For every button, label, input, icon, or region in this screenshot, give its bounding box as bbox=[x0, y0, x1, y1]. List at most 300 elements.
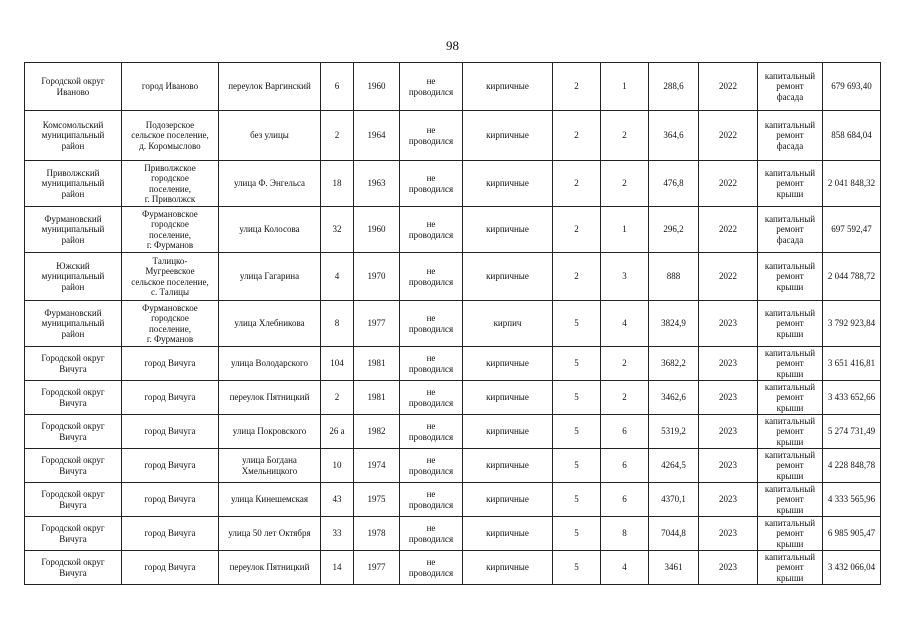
street-cell-text: переулок Пятницкий bbox=[229, 392, 310, 403]
build-year-cell bbox=[354, 63, 400, 111]
district-cell bbox=[25, 301, 122, 347]
street-cell-text: улица Богдана Хмельницкого bbox=[241, 455, 298, 476]
area-cell bbox=[649, 415, 699, 449]
street-cell bbox=[219, 483, 321, 517]
build-year-cell bbox=[354, 415, 400, 449]
plan-year-cell-text: 2023 bbox=[719, 528, 737, 539]
work-type-cell-text: капитальный ремонт крыши bbox=[764, 347, 816, 379]
district-cell bbox=[25, 381, 122, 415]
table-row bbox=[25, 415, 881, 449]
build-year-cell bbox=[354, 483, 400, 517]
wall-material-cell bbox=[463, 449, 553, 483]
entrances-cell bbox=[601, 63, 649, 111]
wall-material-cell bbox=[463, 517, 553, 551]
work-type-cell-text: капитальный ремонт крыши bbox=[764, 307, 816, 339]
entrances-cell-text: 3 bbox=[622, 271, 627, 282]
floors-cell bbox=[553, 111, 601, 161]
locality-cell-text: Талицко- Мугреевское сельское поселение, с. Талицы bbox=[131, 255, 209, 297]
floors-cell-text: 5 bbox=[574, 528, 579, 539]
wall-material-cell bbox=[463, 63, 553, 111]
floors-cell bbox=[553, 347, 601, 381]
locality-cell-text: Фурмановское городское поселение, г. Фурманов bbox=[142, 208, 198, 250]
district-cell-text: Городской округ Иваново bbox=[41, 76, 105, 97]
entrances-cell-text: 2 bbox=[622, 130, 627, 141]
build-year-cell-text: 1974 bbox=[367, 460, 386, 471]
street-cell bbox=[219, 381, 321, 415]
build-year-cell bbox=[354, 161, 400, 207]
district-cell-text: Южский муниципальный район bbox=[41, 260, 105, 292]
house-number-cell-text: 10 bbox=[332, 460, 342, 471]
build-year-cell bbox=[354, 207, 400, 253]
cost-cell-text: 3 792 923,84 bbox=[827, 318, 876, 329]
house-number-cell-text: 6 bbox=[334, 81, 340, 92]
locality-cell bbox=[122, 483, 219, 517]
entrances-cell bbox=[601, 207, 649, 253]
area-cell-text: 3682,2 bbox=[661, 358, 686, 369]
locality-cell-text: город Вичуга bbox=[144, 562, 196, 573]
wall-material-cell bbox=[463, 347, 553, 381]
street-cell bbox=[219, 449, 321, 483]
floors-cell-text: 5 bbox=[574, 358, 579, 369]
area-cell-text: 4264,5 bbox=[661, 460, 686, 471]
locality-cell bbox=[122, 207, 219, 253]
repair-status-cell bbox=[400, 161, 463, 207]
house-number-cell bbox=[321, 301, 354, 347]
plan-year-cell-text: 2023 bbox=[719, 494, 737, 505]
housing-repair-table bbox=[24, 62, 881, 585]
build-year-cell-text: 1963 bbox=[367, 178, 386, 189]
cost-cell bbox=[823, 551, 881, 585]
repair-status-cell bbox=[400, 301, 463, 347]
floors-cell bbox=[553, 161, 601, 207]
locality-cell-text: Фурмановское городское поселение, г. Фурманов bbox=[142, 302, 198, 344]
repair-status-cell bbox=[400, 63, 463, 111]
entrances-cell-text: 8 bbox=[622, 528, 627, 539]
area-cell-text: 3461 bbox=[664, 562, 683, 573]
cost-cell-text: 2 041 848,32 bbox=[827, 178, 876, 189]
house-number-cell bbox=[321, 551, 354, 585]
repair-status-cell-text: не проводился bbox=[408, 523, 454, 544]
repair-status-cell-text: не проводился bbox=[408, 313, 454, 334]
build-year-cell-text: 1981 bbox=[367, 392, 386, 403]
cost-cell bbox=[823, 161, 881, 207]
table-row bbox=[25, 517, 881, 551]
table-row bbox=[25, 111, 881, 161]
area-cell-text: 288,6 bbox=[663, 81, 684, 92]
floors-cell bbox=[553, 449, 601, 483]
repair-status-cell bbox=[400, 111, 463, 161]
entrances-cell-text: 2 bbox=[622, 358, 627, 369]
wall-material-cell-text: кирпичные bbox=[486, 494, 529, 505]
floors-cell bbox=[553, 415, 601, 449]
entrances-cell-text: 4 bbox=[622, 318, 627, 329]
plan-year-cell-text: 2023 bbox=[719, 562, 737, 573]
entrances-cell bbox=[601, 517, 649, 551]
repair-status-cell bbox=[400, 253, 463, 301]
area-cell bbox=[649, 449, 699, 483]
plan-year-cell bbox=[699, 301, 758, 347]
floors-cell bbox=[553, 483, 601, 517]
floors-cell bbox=[553, 381, 601, 415]
locality-cell-text: город Вичуга bbox=[144, 528, 196, 539]
street-cell-text: без улицы bbox=[250, 130, 289, 141]
house-number-cell bbox=[321, 207, 354, 253]
street-cell-text: улица 50 лет Октября bbox=[228, 528, 311, 539]
build-year-cell-text: 1977 bbox=[367, 318, 386, 329]
work-type-cell-text: капитальный ремонт фасада bbox=[764, 119, 816, 151]
district-cell bbox=[25, 347, 122, 381]
wall-material-cell bbox=[463, 301, 553, 347]
floors-cell-text: 2 bbox=[574, 224, 579, 235]
entrances-cell-text: 2 bbox=[622, 392, 627, 403]
street-cell bbox=[219, 161, 321, 207]
table-row bbox=[25, 483, 881, 517]
plan-year-cell-text: 2022 bbox=[719, 130, 737, 141]
build-year-cell bbox=[354, 253, 400, 301]
work-type-cell-text: капитальный ремонт крыши bbox=[764, 483, 816, 515]
work-type-cell-text: капитальный ремонт крыши bbox=[764, 260, 816, 292]
table-row bbox=[25, 381, 881, 415]
entrances-cell bbox=[601, 253, 649, 301]
house-number-cell bbox=[321, 111, 354, 161]
build-year-cell bbox=[354, 301, 400, 347]
street-cell bbox=[219, 551, 321, 585]
floors-cell-text: 5 bbox=[574, 392, 579, 403]
repair-status-cell-text: не проводился bbox=[408, 557, 454, 578]
locality-cell bbox=[122, 517, 219, 551]
repair-status-cell bbox=[400, 449, 463, 483]
work-type-cell-text: капитальный ремонт крыши bbox=[764, 415, 816, 447]
table-row bbox=[25, 253, 881, 301]
work-type-cell bbox=[758, 347, 823, 381]
repair-status-cell-text: не проводился bbox=[408, 76, 454, 97]
district-cell bbox=[25, 207, 122, 253]
table-row bbox=[25, 449, 881, 483]
district-cell-text: Городской округ Вичуга bbox=[41, 557, 105, 578]
plan-year-cell bbox=[699, 483, 758, 517]
wall-material-cell-text: кирпичные bbox=[486, 392, 529, 403]
work-type-cell bbox=[758, 111, 823, 161]
work-type-cell-text: капитальный ремонт крыши bbox=[764, 381, 816, 413]
area-cell-text: 476,8 bbox=[663, 178, 684, 189]
street-cell bbox=[219, 63, 321, 111]
locality-cell-text: город Иваново bbox=[141, 81, 199, 92]
district-cell bbox=[25, 517, 122, 551]
cost-cell-text: 6 985 905,47 bbox=[827, 528, 876, 539]
plan-year-cell-text: 2023 bbox=[719, 460, 737, 471]
work-type-cell bbox=[758, 483, 823, 517]
locality-cell bbox=[122, 111, 219, 161]
plan-year-cell-text: 2022 bbox=[719, 271, 737, 282]
cost-cell-text: 697 592,47 bbox=[831, 224, 872, 235]
street-cell bbox=[219, 111, 321, 161]
work-type-cell bbox=[758, 449, 823, 483]
wall-material-cell bbox=[463, 483, 553, 517]
table-row bbox=[25, 347, 881, 381]
house-number-cell-text: 4 bbox=[334, 271, 340, 282]
floors-cell bbox=[553, 517, 601, 551]
plan-year-cell bbox=[699, 63, 758, 111]
area-cell-text: 364,6 bbox=[663, 130, 684, 141]
floors-cell bbox=[553, 551, 601, 585]
house-number-cell-text: 43 bbox=[332, 494, 342, 505]
cost-cell bbox=[823, 347, 881, 381]
build-year-cell-text: 1960 bbox=[367, 81, 386, 92]
area-cell-text: 296,2 bbox=[663, 224, 684, 235]
build-year-cell-text: 1975 bbox=[367, 494, 386, 505]
locality-cell bbox=[122, 551, 219, 585]
wall-material-cell-text: кирпичные bbox=[486, 528, 529, 539]
table-row bbox=[25, 551, 881, 585]
entrances-cell bbox=[601, 551, 649, 585]
page-number: 98 bbox=[446, 38, 459, 53]
floors-cell bbox=[553, 207, 601, 253]
work-type-cell-text: капитальный ремонт фасада bbox=[764, 70, 816, 102]
build-year-cell bbox=[354, 449, 400, 483]
table-row bbox=[25, 301, 881, 347]
house-number-cell bbox=[321, 347, 354, 381]
work-type-cell-text: капитальный ремонт крыши bbox=[764, 167, 816, 199]
build-year-cell-text: 1960 bbox=[367, 224, 386, 235]
street-cell-text: переулок Варгинский bbox=[228, 81, 311, 92]
plan-year-cell bbox=[699, 207, 758, 253]
work-type-cell-text: капитальный ремонт фасада bbox=[764, 213, 816, 245]
work-type-cell bbox=[758, 207, 823, 253]
house-number-cell bbox=[321, 483, 354, 517]
build-year-cell bbox=[354, 551, 400, 585]
repair-status-cell-text: не проводился bbox=[408, 173, 454, 194]
house-number-cell-text: 14 bbox=[332, 562, 342, 573]
floors-cell bbox=[553, 63, 601, 111]
area-cell bbox=[649, 517, 699, 551]
entrances-cell bbox=[601, 483, 649, 517]
locality-cell-text: город Вичуга bbox=[144, 426, 196, 437]
cost-cell bbox=[823, 381, 881, 415]
locality-cell-text: город Вичуга bbox=[144, 392, 196, 403]
wall-material-cell bbox=[463, 253, 553, 301]
table-row bbox=[25, 161, 881, 207]
cost-cell-text: 4 333 565,96 bbox=[827, 494, 876, 505]
district-cell-text: Фурмановский муниципальный район bbox=[41, 213, 105, 245]
district-cell bbox=[25, 63, 122, 111]
cost-cell-text: 3 651 416,81 bbox=[827, 358, 876, 369]
entrances-cell bbox=[601, 415, 649, 449]
plan-year-cell-text: 2022 bbox=[719, 178, 737, 189]
cost-cell bbox=[823, 517, 881, 551]
locality-cell bbox=[122, 415, 219, 449]
house-number-cell bbox=[321, 161, 354, 207]
house-number-cell-text: 33 bbox=[332, 528, 342, 539]
entrances-cell-text: 4 bbox=[622, 562, 627, 573]
district-cell-text: Комсомольский муниципальный район bbox=[41, 119, 105, 151]
house-number-cell bbox=[321, 449, 354, 483]
floors-cell-text: 5 bbox=[574, 426, 579, 437]
plan-year-cell bbox=[699, 449, 758, 483]
work-type-cell bbox=[758, 381, 823, 415]
floors-cell-text: 2 bbox=[574, 130, 579, 141]
build-year-cell bbox=[354, 517, 400, 551]
floors-cell-text: 5 bbox=[574, 318, 579, 329]
area-cell bbox=[649, 63, 699, 111]
wall-material-cell-text: кирпичные bbox=[486, 224, 529, 235]
locality-cell-text: город Вичуга bbox=[144, 494, 196, 505]
cost-cell-text: 4 228 848,78 bbox=[827, 460, 876, 471]
house-number-cell bbox=[321, 415, 354, 449]
entrances-cell-text: 1 bbox=[622, 224, 627, 235]
repair-status-cell-text: не проводился bbox=[408, 455, 454, 476]
plan-year-cell bbox=[699, 253, 758, 301]
build-year-cell-text: 1964 bbox=[367, 130, 386, 141]
cost-cell bbox=[823, 449, 881, 483]
locality-cell-text: Подозерское сельское поселение, д. Коромыслово bbox=[131, 119, 209, 151]
repair-status-cell bbox=[400, 517, 463, 551]
repair-status-cell-text: не проводился bbox=[408, 219, 454, 240]
house-number-cell-text: 104 bbox=[330, 358, 344, 369]
build-year-cell-text: 1970 bbox=[367, 271, 386, 282]
work-type-cell-text: капитальный ремонт крыши bbox=[764, 551, 816, 583]
cost-cell bbox=[823, 301, 881, 347]
work-type-cell bbox=[758, 415, 823, 449]
work-type-cell-text: капитальный ремонт крыши bbox=[764, 517, 816, 549]
build-year-cell-text: 1977 bbox=[367, 562, 386, 573]
repair-status-cell-text: не проводился bbox=[408, 421, 454, 442]
district-cell bbox=[25, 111, 122, 161]
district-cell-text: Городской округ Вичуга bbox=[41, 455, 105, 476]
wall-material-cell-text: кирпичные bbox=[486, 178, 529, 189]
street-cell-text: улица Колосова bbox=[239, 224, 300, 235]
cost-cell bbox=[823, 415, 881, 449]
wall-material-cell-text: кирпич bbox=[493, 318, 522, 329]
wall-material-cell bbox=[463, 161, 553, 207]
build-year-cell-text: 1982 bbox=[367, 426, 386, 437]
build-year-cell-text: 1981 bbox=[367, 358, 386, 369]
area-cell bbox=[649, 381, 699, 415]
street-cell bbox=[219, 301, 321, 347]
floors-cell-text: 2 bbox=[574, 178, 579, 189]
wall-material-cell-text: кирпичные bbox=[486, 271, 529, 282]
repair-status-cell bbox=[400, 551, 463, 585]
work-type-cell bbox=[758, 301, 823, 347]
wall-material-cell-text: кирпичные bbox=[486, 358, 529, 369]
street-cell-text: улица Хлебникова bbox=[234, 318, 305, 329]
plan-year-cell bbox=[699, 161, 758, 207]
plan-year-cell bbox=[699, 111, 758, 161]
street-cell-text: переулок Пятницкий bbox=[229, 562, 310, 573]
table-body bbox=[25, 63, 881, 585]
wall-material-cell-text: кирпичные bbox=[486, 426, 529, 437]
floors-cell-text: 5 bbox=[574, 494, 579, 505]
wall-material-cell bbox=[463, 415, 553, 449]
street-cell bbox=[219, 207, 321, 253]
floors-cell-text: 2 bbox=[574, 271, 579, 282]
wall-material-cell bbox=[463, 111, 553, 161]
area-cell-text: 4370,1 bbox=[661, 494, 686, 505]
wall-material-cell-text: кирпичные bbox=[486, 562, 529, 573]
locality-cell-text: город Вичуга bbox=[144, 460, 196, 471]
wall-material-cell bbox=[463, 381, 553, 415]
build-year-cell bbox=[354, 347, 400, 381]
repair-status-cell-text: не проводился bbox=[408, 125, 454, 146]
entrances-cell bbox=[601, 301, 649, 347]
entrances-cell bbox=[601, 161, 649, 207]
house-number-cell bbox=[321, 253, 354, 301]
district-cell bbox=[25, 415, 122, 449]
cost-cell-text: 679 693,40 bbox=[831, 81, 872, 92]
repair-status-cell bbox=[400, 207, 463, 253]
area-cell bbox=[649, 301, 699, 347]
entrances-cell bbox=[601, 449, 649, 483]
area-cell-text: 5319,2 bbox=[661, 426, 686, 437]
table-row bbox=[25, 207, 881, 253]
entrances-cell bbox=[601, 111, 649, 161]
house-number-cell-text: 8 bbox=[334, 318, 340, 329]
locality-cell-text: Приволжское городское поселение, г. Приволжск bbox=[144, 162, 196, 204]
street-cell bbox=[219, 415, 321, 449]
house-number-cell-text: 2 bbox=[334, 130, 340, 141]
district-cell bbox=[25, 551, 122, 585]
cost-cell-text: 2 044 788,72 bbox=[827, 271, 876, 282]
cost-cell-text: 3 432 066,04 bbox=[827, 562, 876, 573]
wall-material-cell bbox=[463, 207, 553, 253]
locality-cell-text: город Вичуга bbox=[144, 358, 196, 369]
district-cell bbox=[25, 483, 122, 517]
district-cell-text: Городской округ Вичуга bbox=[41, 421, 105, 442]
house-number-cell-text: 2 bbox=[334, 392, 340, 403]
work-type-cell bbox=[758, 63, 823, 111]
cost-cell bbox=[823, 207, 881, 253]
plan-year-cell bbox=[699, 415, 758, 449]
area-cell bbox=[649, 111, 699, 161]
area-cell bbox=[649, 207, 699, 253]
area-cell-text: 888 bbox=[666, 271, 681, 282]
street-cell-text: улица Володарского bbox=[230, 358, 309, 369]
build-year-cell bbox=[354, 381, 400, 415]
entrances-cell-text: 6 bbox=[622, 426, 627, 437]
repair-status-cell-text: не проводился bbox=[408, 266, 454, 287]
district-cell bbox=[25, 449, 122, 483]
build-year-cell bbox=[354, 111, 400, 161]
locality-cell bbox=[122, 301, 219, 347]
house-number-cell bbox=[321, 517, 354, 551]
cost-cell-text: 858 684,04 bbox=[831, 130, 872, 141]
street-cell bbox=[219, 347, 321, 381]
area-cell bbox=[649, 253, 699, 301]
entrances-cell-text: 2 bbox=[622, 178, 627, 189]
locality-cell bbox=[122, 161, 219, 207]
locality-cell bbox=[122, 449, 219, 483]
area-cell-text: 7044,8 bbox=[661, 528, 686, 539]
cost-cell bbox=[823, 63, 881, 111]
repair-status-cell-text: не проводился bbox=[408, 489, 454, 510]
house-number-cell-text: 18 bbox=[332, 178, 342, 189]
locality-cell bbox=[122, 63, 219, 111]
district-cell-text: Городской округ Вичуга bbox=[41, 523, 105, 544]
work-type-cell bbox=[758, 161, 823, 207]
wall-material-cell-text: кирпичные bbox=[486, 81, 529, 92]
area-cell bbox=[649, 483, 699, 517]
street-cell bbox=[219, 517, 321, 551]
area-cell-text: 3824,9 bbox=[661, 318, 686, 329]
entrances-cell-text: 1 bbox=[622, 81, 627, 92]
area-cell bbox=[649, 161, 699, 207]
locality-cell bbox=[122, 381, 219, 415]
repair-status-cell bbox=[400, 415, 463, 449]
wall-material-cell-text: кирпичные bbox=[486, 460, 529, 471]
repair-status-cell-text: не проводился bbox=[408, 387, 454, 408]
district-cell bbox=[25, 253, 122, 301]
floors-cell bbox=[553, 253, 601, 301]
district-cell-text: Приволжский муниципальный район bbox=[41, 167, 105, 199]
